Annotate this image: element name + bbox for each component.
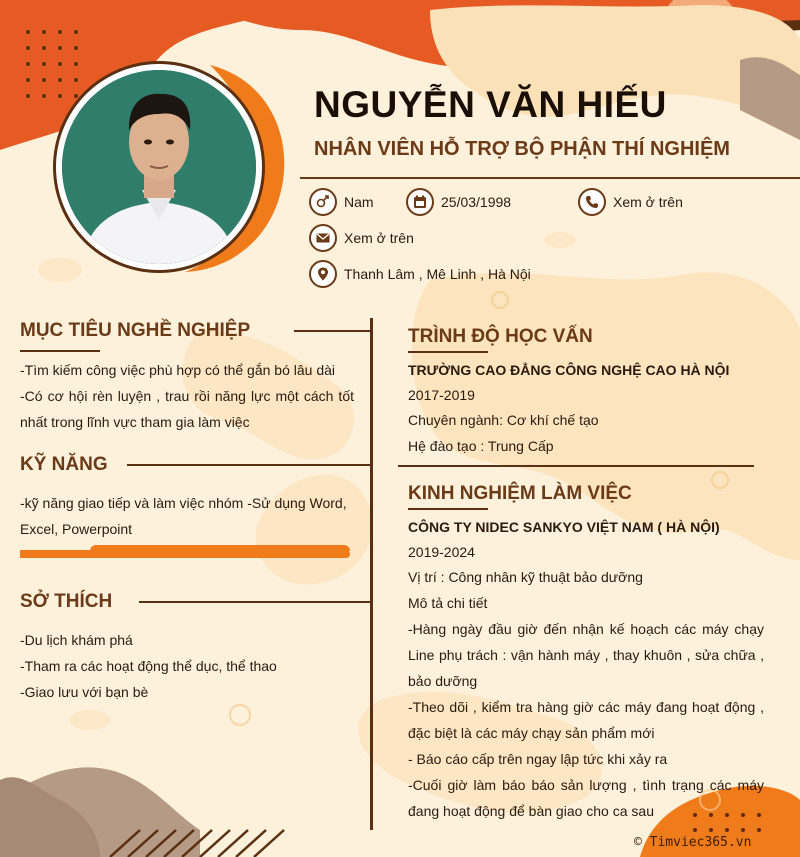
education-period: 2017-2019 bbox=[408, 387, 475, 403]
column-divider bbox=[370, 318, 373, 830]
email-icon bbox=[309, 224, 337, 252]
objective-line-1: -Tìm kiếm công việc phù hợp có thể gắn bó lâu dài bbox=[20, 362, 336, 378]
experience-title: KINH NGHIỆM LÀM VIỆC bbox=[408, 483, 632, 504]
education-major: Chuyên ngành: Cơ khí chế tạo bbox=[408, 412, 599, 428]
contact-email bbox=[309, 224, 414, 252]
skills-title: KỸ NĂNG bbox=[20, 454, 108, 475]
experience-duty: -Theo dõi , kiểm tra hàng giờ các máy đang hoạt động , đặc biệt là các máy chạy sản phẩm mới bbox=[408, 699, 764, 741]
contact-gender bbox=[309, 188, 374, 216]
skills-title-rule bbox=[127, 464, 373, 466]
contact-phone bbox=[578, 188, 683, 216]
hobby-item: -Giao lưu với bạn bè bbox=[20, 684, 149, 700]
education-underline bbox=[408, 351, 488, 353]
email-value: Xem ở trên bbox=[344, 230, 414, 246]
calendar-icon bbox=[406, 188, 434, 216]
education-school: TRƯỜNG CAO ĐẲNG CÔNG NGHỆ CAO HÀ NỘI bbox=[408, 362, 730, 378]
candidate-name: NGUYỄN VĂN HIẾU bbox=[314, 84, 667, 125]
phone-value: Xem ở trên bbox=[613, 194, 683, 210]
experience-duty: -Hàng ngày đầu giờ đến nhận kế hoạch các máy chạy Line phụ trách : vận hành máy , thay khuôn , sửa chữa , bảo dưỡng bbox=[408, 621, 764, 689]
gender-icon bbox=[309, 188, 337, 216]
skills-bar bbox=[20, 550, 350, 558]
hobbies-title-rule bbox=[139, 601, 373, 603]
candidate-position: NHÂN VIÊN HỖ TRỢ BỘ PHẬN THÍ NGHIỆM bbox=[314, 138, 730, 160]
experience-period: 2019-2024 bbox=[408, 544, 475, 560]
hobbies-title: SỞ THÍCH bbox=[20, 591, 113, 612]
education-type: Hệ đào tạo : Trung Cấp bbox=[408, 438, 554, 454]
objective-line-2: -Có cơ hội rèn luyện , trau rồi năng lực một cách tốt nhất trong lĩnh vực tham gia làm việc bbox=[20, 388, 354, 430]
objective-title-rule bbox=[294, 330, 372, 332]
experience-desc-label: Mô tả chi tiết bbox=[408, 595, 488, 611]
avatar bbox=[56, 64, 262, 270]
experience-duty: -Cuối giờ làm báo báo sản lượng , tình trạng các máy đang hoạt động để bàn giao cho ca sau bbox=[408, 777, 764, 819]
skills-bar-top bbox=[90, 545, 350, 551]
footer-credit: © Timviec365.vn bbox=[634, 835, 752, 850]
skills-text: -kỹ năng giao tiếp và làm việc nhóm -Sử dụng Word, Excel, Powerpoint bbox=[20, 495, 347, 537]
experience-duty: - Báo cáo cấp trên ngay lập tức khi xảy ra bbox=[408, 751, 668, 767]
experience-underline bbox=[408, 508, 488, 510]
avatar-photo bbox=[62, 70, 256, 264]
education-title: TRÌNH ĐỘ HỌC VẤN bbox=[408, 326, 593, 347]
contact-address bbox=[309, 260, 531, 288]
birthday-value: 25/03/1998 bbox=[441, 194, 512, 210]
objective-underline bbox=[20, 350, 100, 352]
hobby-item: -Du lịch khám phá bbox=[20, 632, 133, 648]
hobby-item: -Tham ra các hoạt động thể dục, thể thao bbox=[20, 658, 277, 674]
education-bottom-rule bbox=[398, 465, 754, 467]
objective-title: MỤC TIÊU NGHỀ NGHIỆP bbox=[20, 320, 251, 341]
address-value: Thanh Lâm , Mê Linh , Hà Nội bbox=[344, 266, 531, 282]
contact-birthday bbox=[406, 188, 511, 216]
experience-company: CÔNG TY NIDEC SANKYO VIỆT NAM ( HÀ NỘI) bbox=[408, 519, 720, 535]
phone-icon bbox=[578, 188, 606, 216]
gender-value: Nam bbox=[344, 194, 374, 210]
divider bbox=[300, 177, 800, 179]
experience-role: Vị trí : Công nhân kỹ thuật bảo dưỡng bbox=[408, 569, 643, 585]
location-icon bbox=[309, 260, 337, 288]
